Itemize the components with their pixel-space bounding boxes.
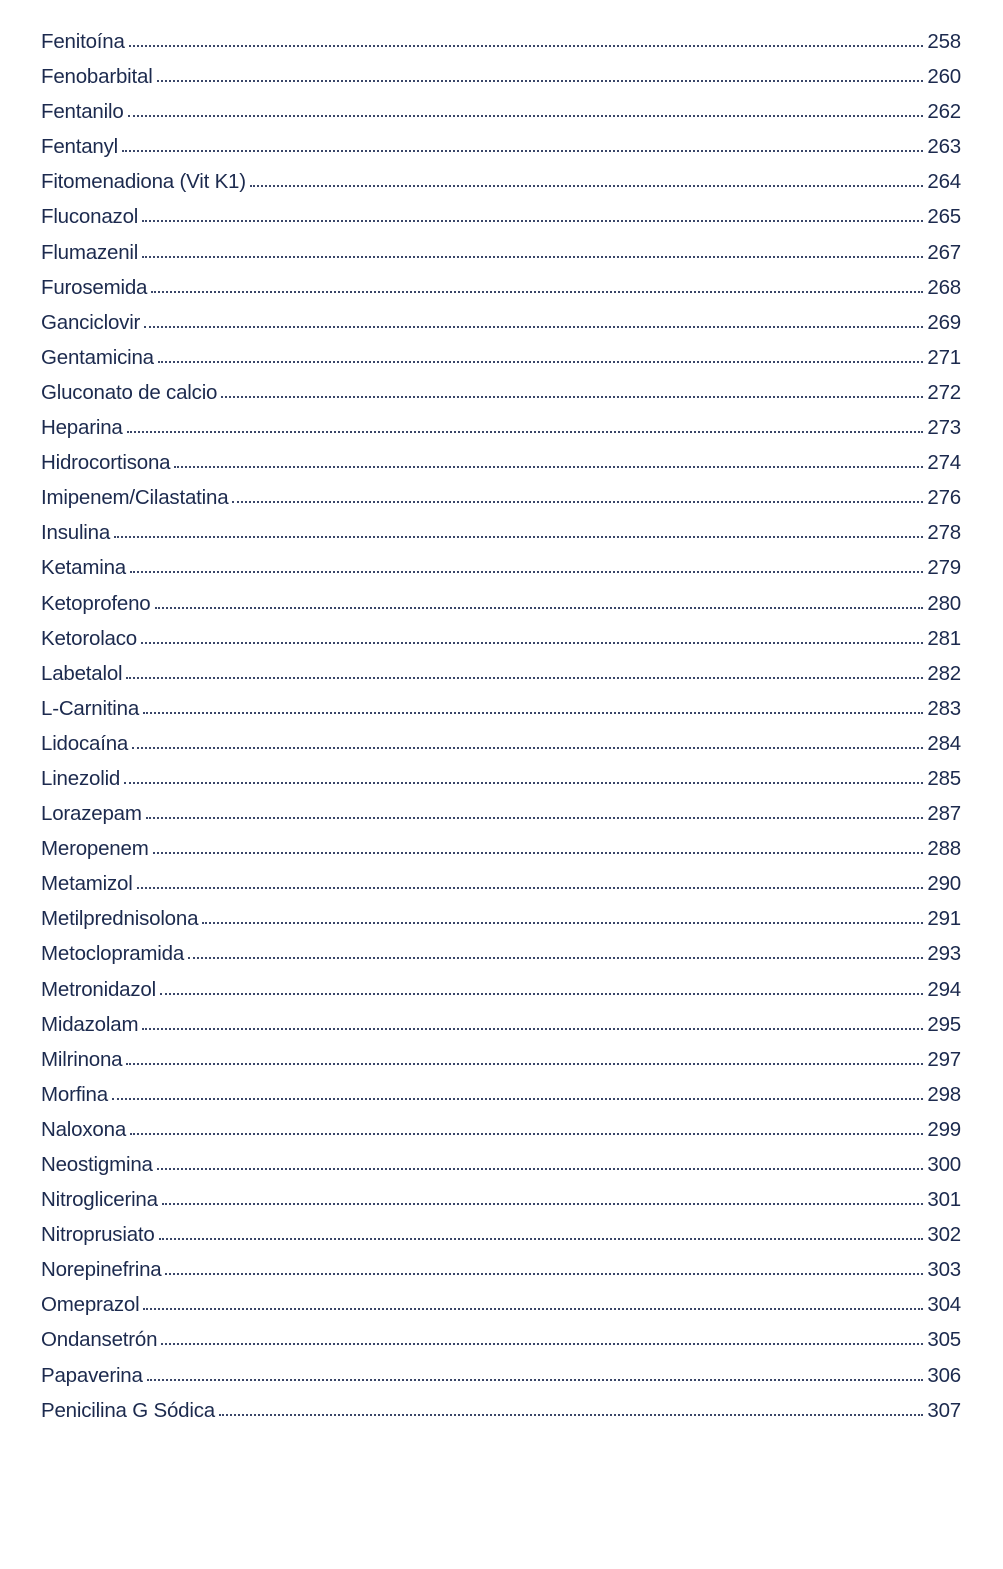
dot-leader [157, 80, 924, 82]
toc-entry-name: Lidocaína [41, 731, 129, 755]
dot-leader [250, 185, 924, 187]
toc-entry-page: 262 [927, 100, 961, 124]
toc-entry[interactable] [41, 726, 961, 761]
toc-entry[interactable] [41, 1042, 961, 1077]
dot-leader [146, 817, 924, 819]
toc-entry[interactable] [41, 270, 961, 305]
toc-entry-name: Papaverina [41, 1363, 143, 1387]
toc-entry-name: Fenobarbital [41, 65, 153, 89]
toc-entry[interactable] [41, 410, 961, 445]
toc-entry-name: Furosemida [41, 275, 148, 299]
toc-entry-name: Nitroprusiato [41, 1223, 155, 1247]
toc-entry-page: 269 [927, 310, 961, 334]
toc-entry[interactable] [41, 901, 961, 936]
toc-entry[interactable] [41, 94, 961, 129]
dot-leader [128, 115, 924, 117]
dot-leader [160, 993, 923, 995]
toc-entry-page: 281 [927, 626, 961, 650]
toc-entry-page: 260 [927, 65, 961, 89]
toc-entry-page: 282 [927, 661, 961, 685]
toc-entry-name: Flumazenil [41, 240, 139, 264]
toc-entry-name: Milrinona [41, 1047, 123, 1071]
toc-entry-name: Midazolam [41, 1012, 139, 1036]
dot-leader [165, 1273, 923, 1275]
toc-entry[interactable] [41, 621, 961, 656]
toc-entry-name: Norepinefrina [41, 1258, 162, 1282]
dot-leader [126, 677, 923, 679]
toc-entry-name: Linezolid [41, 766, 121, 790]
toc-entry-name: Morfina [41, 1082, 108, 1106]
toc-entry-name: Metoclopramida [41, 942, 185, 966]
toc-entry[interactable] [41, 656, 961, 691]
toc-entry-page: 276 [927, 486, 961, 510]
toc-entry-page: 305 [927, 1328, 961, 1352]
dot-leader [114, 536, 923, 538]
toc-entry[interactable] [41, 199, 961, 234]
toc-entry-name: Ketorolaco [41, 626, 138, 650]
toc-entry-page: 299 [927, 1117, 961, 1141]
toc-entry-page: 302 [927, 1223, 961, 1247]
toc-entry-name: Ketamina [41, 556, 127, 580]
toc-entry[interactable] [41, 129, 961, 164]
dot-leader [155, 607, 924, 609]
toc-entry-page: 264 [927, 170, 961, 194]
toc-entry[interactable] [41, 586, 961, 621]
toc-entry[interactable] [41, 445, 961, 480]
toc-entry-page: 303 [927, 1258, 961, 1282]
toc-entry-page: 283 [927, 696, 961, 720]
toc-entry-name: Metronidazol [41, 977, 156, 1001]
toc-entry[interactable] [41, 866, 961, 901]
toc-entry-page: 297 [927, 1047, 961, 1071]
dot-leader [142, 256, 923, 258]
toc-entry[interactable] [41, 1112, 961, 1147]
toc-entry[interactable] [41, 1217, 961, 1252]
dot-leader [143, 1308, 923, 1310]
toc-entry[interactable] [41, 972, 961, 1007]
toc-entry-page: 294 [927, 977, 961, 1001]
toc-entry[interactable] [41, 691, 961, 726]
dot-leader [221, 396, 923, 398]
toc-entry[interactable] [41, 1287, 961, 1322]
toc-entry-page: 271 [927, 345, 961, 369]
toc-entry[interactable] [41, 796, 961, 831]
toc-entry[interactable] [41, 340, 961, 375]
dot-leader [188, 957, 923, 959]
dot-leader [159, 1238, 924, 1240]
toc-entry-page: 263 [927, 135, 961, 159]
toc-entry-page: 278 [927, 521, 961, 545]
toc-entry[interactable] [41, 515, 961, 550]
toc-entry-page: 273 [927, 416, 961, 440]
dot-leader [142, 1028, 923, 1030]
toc-entry-page: 304 [927, 1293, 961, 1317]
toc-entry-page: 290 [927, 872, 961, 896]
dot-leader [153, 852, 924, 854]
toc-entry[interactable] [41, 1182, 961, 1217]
toc-entry-name: Labetalol [41, 661, 123, 685]
dot-leader [232, 501, 923, 503]
toc-entry-page: 295 [927, 1012, 961, 1036]
toc-entry[interactable] [41, 761, 961, 796]
toc-entry[interactable] [41, 480, 961, 515]
table-of-contents [41, 24, 961, 1428]
dot-leader [144, 326, 923, 328]
toc-entry[interactable] [41, 1077, 961, 1112]
toc-entry[interactable] [41, 59, 961, 94]
toc-entry-page: 307 [927, 1398, 961, 1422]
toc-entry-name: Gluconato de calcio [41, 380, 218, 404]
toc-entry[interactable] [41, 550, 961, 585]
dot-leader [142, 220, 923, 222]
toc-entry-name: Fitomenadiona (Vit K1) [41, 170, 246, 194]
toc-entry-name: Fentanilo [41, 100, 124, 124]
toc-entry-page: 298 [927, 1082, 961, 1106]
dot-leader [129, 45, 924, 47]
dot-leader [161, 1343, 923, 1345]
toc-entry-name: Naloxona [41, 1117, 127, 1141]
toc-entry[interactable] [41, 305, 961, 340]
toc-entry-name: Insulina [41, 521, 111, 545]
dot-leader [147, 1379, 924, 1381]
toc-entry[interactable] [41, 375, 961, 410]
toc-entry-name: Fluconazol [41, 205, 139, 229]
toc-entry-name: Fentanyl [41, 135, 119, 159]
toc-entry-page: 301 [927, 1188, 961, 1212]
dot-leader [122, 150, 923, 152]
toc-entry-name: Fenitoína [41, 30, 125, 53]
dot-leader [157, 1168, 924, 1170]
toc-entry-name: Ondansetrón [41, 1328, 158, 1352]
toc-entry-page: 274 [927, 451, 961, 475]
dot-leader [158, 361, 924, 363]
toc-entry-page: 293 [927, 942, 961, 966]
toc-entry-name: Metamizol [41, 872, 133, 896]
toc-entry[interactable] [41, 1358, 961, 1393]
toc-entry-name: Nitroglicerina [41, 1188, 158, 1212]
dot-leader [174, 466, 923, 468]
toc-entry-name: Ketoprofeno [41, 591, 151, 615]
toc-entry-page: 267 [927, 240, 961, 264]
toc-entry-page: 284 [927, 731, 961, 755]
toc-entry-name: Gentamicina [41, 345, 154, 369]
dot-leader [130, 1133, 923, 1135]
dot-leader [219, 1414, 923, 1416]
toc-entry[interactable] [41, 1007, 961, 1042]
toc-entry-name: Neostigmina [41, 1153, 153, 1176]
toc-entry-name: Imipenem/Cilastatina [41, 486, 229, 510]
toc-entry-name: Hidrocortisona [41, 451, 171, 475]
toc-entry-page: 291 [927, 907, 961, 931]
toc-entry-page: 287 [927, 802, 961, 826]
toc-entry[interactable] [41, 831, 961, 866]
toc-entry-page: 285 [927, 766, 961, 790]
dot-leader [162, 1203, 924, 1205]
toc-entry[interactable] [41, 936, 961, 971]
toc-entry-page: 280 [927, 591, 961, 615]
toc-entry[interactable] [41, 1322, 961, 1357]
toc-entry-name: Omeprazol [41, 1293, 140, 1317]
toc-entry-name: Penicilina G Sódica [41, 1398, 215, 1422]
toc-entry-page: 272 [927, 380, 961, 404]
toc-entry-name: Meropenem [41, 837, 149, 861]
toc-entry-page: 258 [927, 30, 961, 53]
dot-leader [130, 571, 923, 573]
toc-entry-name: Metilprednisolona [41, 907, 199, 931]
dot-leader [112, 1098, 923, 1100]
toc-entry-name: Lorazepam [41, 802, 142, 826]
toc-entry-name: L-Carnitina [41, 696, 140, 720]
dot-leader [141, 642, 923, 644]
dot-leader [151, 291, 923, 293]
toc-entry-page: 288 [927, 837, 961, 861]
dot-leader [137, 887, 924, 889]
toc-entry-name: Ganciclovir [41, 310, 141, 334]
toc-entry-page: 279 [927, 556, 961, 580]
dot-leader [143, 712, 923, 714]
toc-entry-page: 306 [927, 1363, 961, 1387]
dot-leader [202, 922, 923, 924]
toc-entry[interactable] [41, 1252, 961, 1287]
toc-entry-page: 268 [927, 275, 961, 299]
dot-leader [132, 747, 923, 749]
dot-leader [124, 782, 923, 784]
toc-entry[interactable] [41, 24, 961, 59]
toc-entry-page: 300 [927, 1153, 961, 1176]
toc-entry[interactable] [41, 164, 961, 199]
dot-leader [126, 1063, 923, 1065]
toc-entry-name: Heparina [41, 416, 123, 440]
toc-entry-page: 265 [927, 205, 961, 229]
toc-entry[interactable] [41, 1147, 961, 1182]
dot-leader [127, 431, 924, 433]
toc-entry[interactable] [41, 1393, 961, 1428]
toc-entry[interactable] [41, 235, 961, 270]
